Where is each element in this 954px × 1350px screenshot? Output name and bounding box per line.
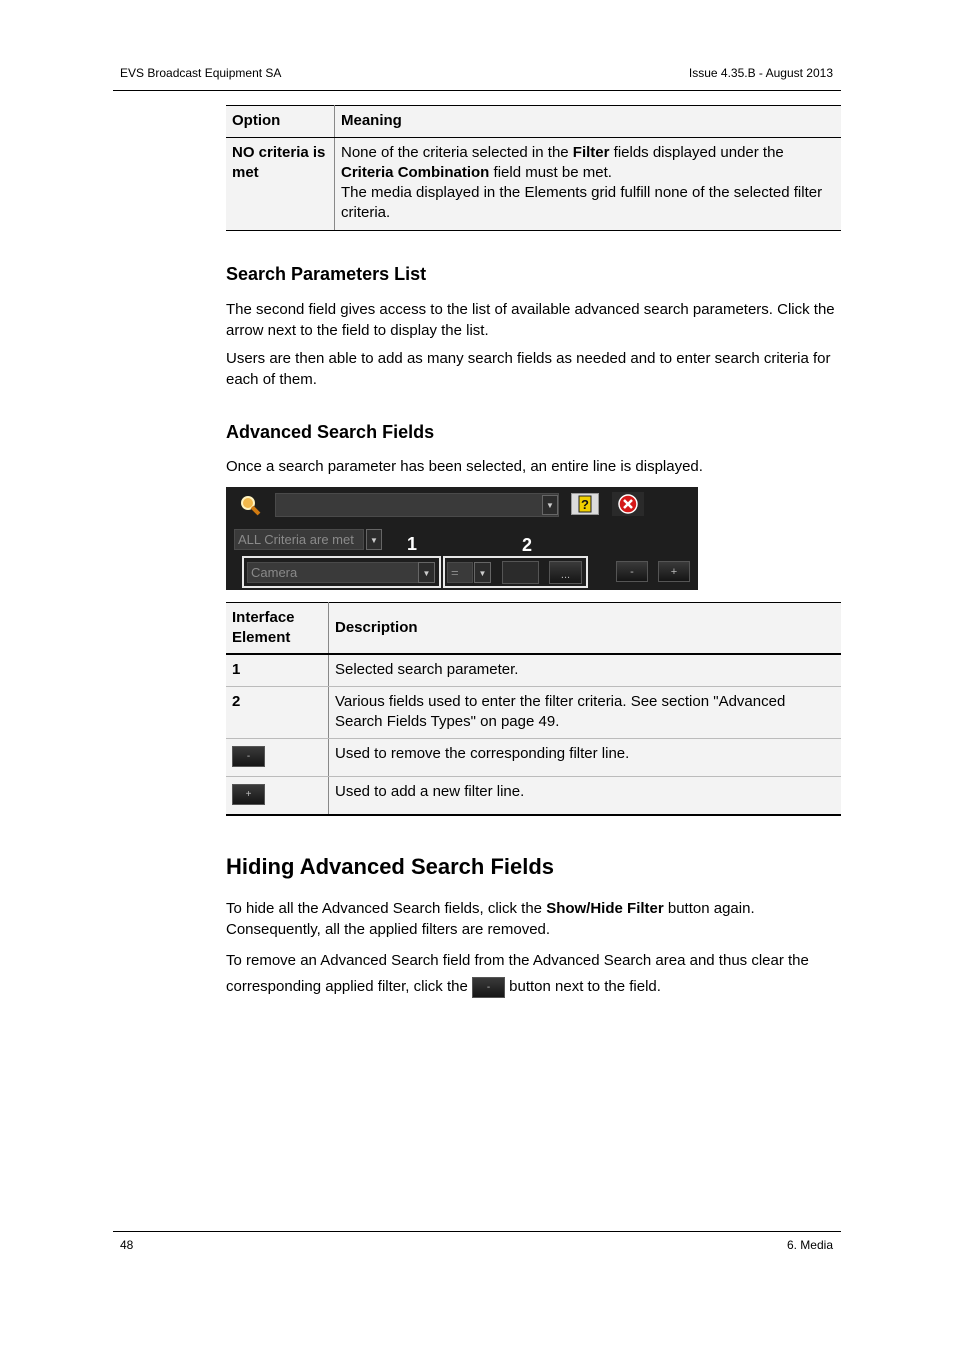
description-cell: Used to add a new filter line. [329,777,842,816]
interface-elements-table [226,602,841,816]
red-close-icon[interactable] [612,492,644,516]
criteria-combination-dropdown[interactable]: ALL Criteria are met [234,529,364,550]
interface-table-wrap [226,602,841,816]
header-rule [113,90,841,91]
col-element-header: Interface Element [226,603,329,655]
browse-button[interactable]: ... [549,561,582,584]
footer-rule [113,1231,841,1232]
remove-line-button-image: - [232,746,265,767]
element-cell: 1 [226,654,329,687]
meaning-cell [335,138,842,231]
value-input[interactable] [502,561,539,584]
callout-2: 2 [522,535,533,555]
add-line-button-image: + [232,784,265,805]
chapter-label: 6. Media [786,1238,833,1252]
show-hide-filter-label: Show/Hide Filter [546,900,664,917]
description-cell: Selected search parameter. [329,654,842,687]
header-company: EVS Broadcast Equipment SA [120,66,282,80]
table-row [226,739,841,777]
hiding-text-3: To remove an Advanced Search field from the Advanced Search area and thus clear the corresponding applied filter, click the [226,952,809,995]
element-cell [226,739,329,777]
col-option-header: Option [226,106,335,138]
options-table [226,105,841,231]
add-filter-button[interactable]: + [658,561,690,582]
option-cell: NO criteria is met [226,138,335,231]
hiding-para-2 [226,948,841,1000]
advanced-search-screenshot [226,487,698,590]
meaning-text-2: fields displayed under the [609,144,784,161]
meaning-bold-criteria: Criteria Combination [341,164,490,181]
advanced-fields-para: Once a search parameter has been selected, an entire line is displayed. [226,458,703,475]
element-cell: 2 [226,687,329,739]
hiding-text-4: button next to the field. [504,978,661,995]
callout-1: 1 [407,534,418,554]
description-cell: Various fields used to enter the filter criteria. See section "Advanced Search Fields Types" on page 49. [329,687,842,739]
remove-filter-button[interactable]: - [616,561,648,582]
chevron-down-icon[interactable]: ▼ [474,562,491,583]
table-row [226,654,841,687]
col-description-header: Description [329,603,842,655]
page-number: 48 [120,1238,134,1252]
meaning-text-4: The media displayed in the Elements grid fulfill none of the selected filter criteria. [341,184,823,221]
section-title-hiding-fields: Hiding Advanced Search Fields [226,854,555,879]
col-meaning-header: Meaning [335,106,842,138]
hiding-para-1 [226,899,826,940]
section-title-search-parameters: Search Parameters List [226,264,427,284]
search-params-para-2: Users are then able to add as many search fields as needed and to enter search criteria for each of them. [226,350,831,388]
chevron-down-icon[interactable]: ▼ [418,562,435,583]
description-cell: Used to remove the corresponding filter line. [329,739,842,777]
chevron-down-icon[interactable]: ▼ [542,495,558,515]
table-row [226,687,841,739]
operator-dropdown[interactable]: = [447,562,473,583]
hiding-text-2: button again. Consequently, all the applied filters are removed. [226,900,755,938]
help-question-icon[interactable] [571,493,599,515]
hiding-text-1: To hide all the Advanced Search fields, click the [226,900,547,917]
search-parameter-dropdown[interactable] [275,493,559,517]
search-parameter-field[interactable]: Camera [247,562,421,583]
table-row [226,777,841,816]
meaning-bold-filter: Filter [572,144,610,161]
svg-text:?: ? [581,497,589,512]
magnifier-icon [239,494,263,518]
section-title-advanced-fields: Advanced Search Fields [226,422,435,442]
meaning-text-1: None of the criteria selected in the [341,144,573,161]
element-cell [226,777,329,816]
inline-remove-button-image: - [472,977,505,998]
meaning-text-3: field must be met. [489,164,612,181]
search-params-para-1: The second field gives access to the list of available advanced search parameters. Click the arrow next to the field to display the list. [226,301,835,339]
options-table-wrap [226,105,841,231]
header-issue: Issue 4.35.B - August 2013 [688,66,833,80]
chevron-down-icon[interactable]: ▼ [366,529,382,550]
